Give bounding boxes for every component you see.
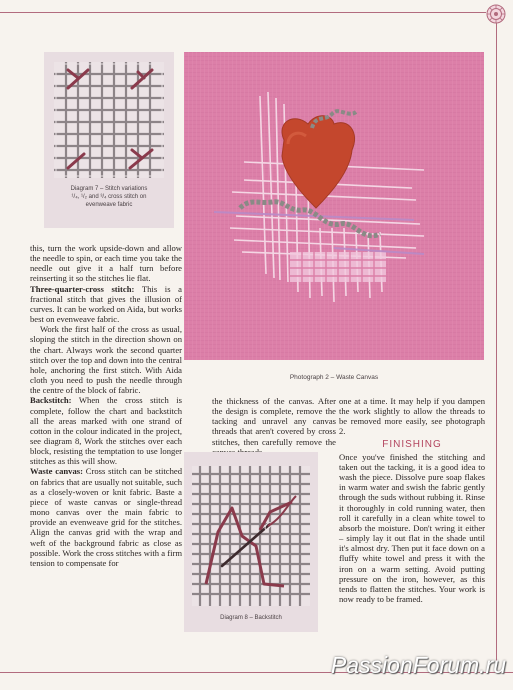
diagram-7-caption-line2: ¹/₄, ¹/₂ and ³/₄ cross stitch on bbox=[71, 194, 147, 200]
paragraph: the thickness of the canvas. After the design is complete, remove the tacking and unravel any canvas threads that aren't covered by cross stitches, then carefully remove the bbox=[212, 396, 336, 447]
stitch-variations-illustration bbox=[54, 62, 164, 178]
diagram-7-caption bbox=[44, 185, 174, 209]
diagram-7 bbox=[44, 52, 174, 228]
paragraph: one at a time. It may help if you dampen the work slightly to allow the threads to be removed more easily, see photograph 2. bbox=[339, 396, 485, 437]
right-rule bbox=[496, 22, 497, 662]
diagram-7-caption-line3: evenweave fabric bbox=[85, 202, 133, 208]
text-column-1 bbox=[30, 243, 182, 568]
backstitch-illustration bbox=[192, 466, 310, 606]
watermark: PassionForum.ru bbox=[330, 652, 506, 678]
paragraph: Backstitch: When the cross stitch is complete, follow the chart and backstitch all the areas marked with one strand of cotton in the colour indicated in the project, see diagram 8, Work the stitches over each block, resisting the temptation to use longer stitches as this will show. bbox=[30, 395, 182, 467]
paragraph: Waste canvas: Cross stitch can be stitched on fabrics that are usually not suitable, such as a closely-woven or knit fabric. Baste a piece of waste canvas or single-thread mono canvas over the main fabric to provide an evenweave grid for the stitches. Align the canvas grid with the wrap and weft of the background fabric as close as possible. Work the cross stitches with a firm tension to compensate for bbox=[30, 466, 182, 568]
finishing-heading: FINISHING bbox=[382, 438, 442, 450]
diagram-7-caption-line1: Diagram 7 – Stitch variations bbox=[70, 186, 148, 192]
subheading: Waste canvas: bbox=[30, 466, 83, 477]
waste-canvas-photo bbox=[184, 52, 484, 360]
photo-caption: Photograph 2 – Waste Canvas bbox=[289, 374, 379, 381]
diagram-8-caption: Diagram 8 – Backstitch bbox=[220, 615, 282, 621]
text-column-3 bbox=[339, 396, 485, 604]
paragraph: Once you've finished the stitching and taken out the tacking, it is a good idea to wash the piece. Dissolve pure soap flakes in warm water and swish the fabric gently through the suds without rubbing it. Rinse it thoroughly in cold running water, then roll it carefully in a clean white towel to absorb the moisture. Don't wring it either – simply lay it out flat in the shade until it's almost dry. Then put it face down on a fluffy white towel and press it with the iron on a warm setting. Avoid putting pressure on the iron, however, as this tends to flatten the stitches. Your work is now ready to be framed. bbox=[339, 451, 485, 604]
waste-canvas-heart-image bbox=[184, 52, 484, 360]
diagram-8 bbox=[184, 452, 318, 632]
paragraph: this, turn the work upside-down and allow the needle to spin, or each time you take the needle out give it a half turn before reinserting it so the stitches lie flat. bbox=[30, 243, 182, 284]
paragraph: Work the first half of the cross as usual, sloping the stitch in the direction shown on the chart. Always work the second quarter stitch over the top and down into the central hole, anchoring the first stitch. With Aida cloth you need to push the needle through the centre of the block of fabric. bbox=[30, 324, 182, 396]
paragraph: Three-quarter-cross stitch: This is a fractional stitch that gives the illusion of curves. It can be worked on Aida, but works best on evenweave fabric. bbox=[30, 283, 182, 325]
text-column-2 bbox=[212, 396, 336, 457]
rosette-icon bbox=[486, 4, 506, 24]
subheading: Three-quarter-cross stitch: bbox=[30, 283, 135, 294]
subheading: Backstitch: bbox=[30, 395, 72, 406]
top-rule bbox=[0, 12, 486, 13]
